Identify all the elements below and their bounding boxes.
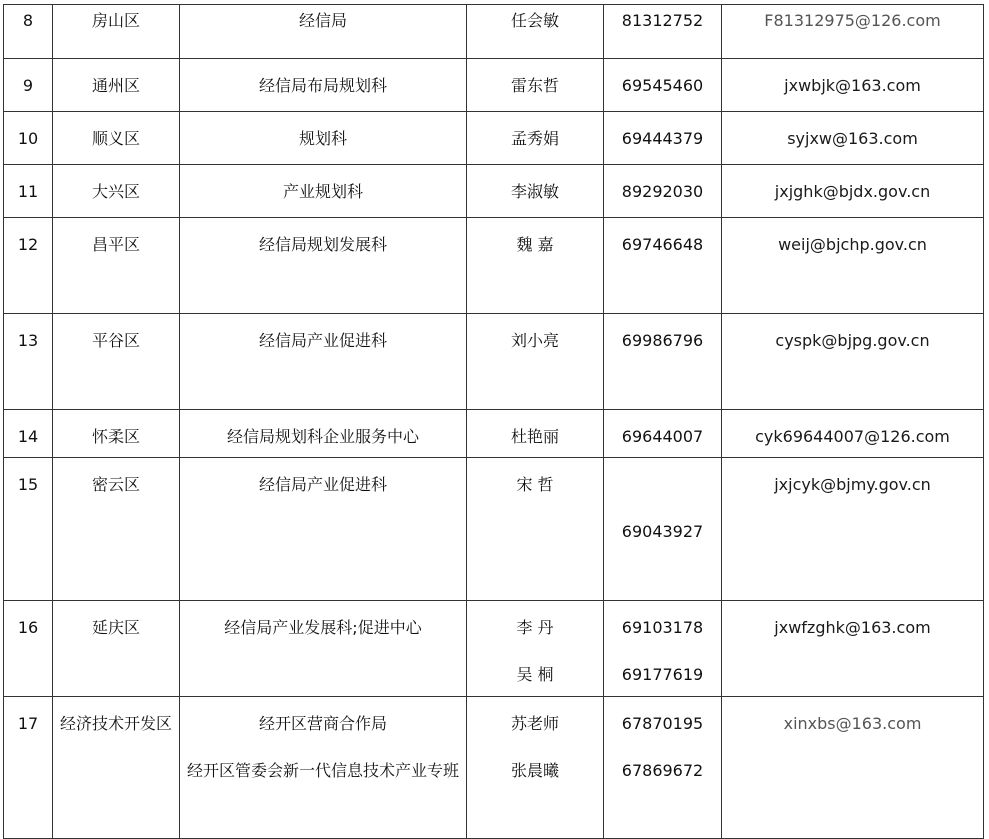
phone-cell-text: 69644007 <box>621 427 704 446</box>
table-row <box>4 458 984 601</box>
department-cell-text: 经信局产业促进科 <box>258 475 387 494</box>
department-cell-text: 经开区管委会新一代信息技术产业专班 <box>186 761 459 780</box>
row-number-cell-text: 10 <box>17 129 39 148</box>
email-cell <box>722 5 984 59</box>
email-cell-text: jxwbjk@163.com <box>784 76 921 95</box>
row-number-cell-text: 9 <box>22 76 34 95</box>
department-cell <box>180 601 467 697</box>
table-row <box>4 5 984 59</box>
phone-cell-text: 69043927 <box>621 522 704 541</box>
row-number-cell-text: 8 <box>22 11 34 30</box>
phone-cell-text: 69986796 <box>621 331 704 350</box>
district-cell-text: 经济技术开发区 <box>59 714 172 733</box>
row-number-cell <box>4 165 53 218</box>
department-cell-text: 经信局产业促进科 <box>258 331 387 350</box>
email-cell <box>722 410 984 458</box>
row-number-cell <box>4 5 53 59</box>
phone-cell <box>604 59 722 112</box>
contact-person-cell-text: 宋 哲 <box>516 475 554 494</box>
phone-cell <box>604 5 722 59</box>
email-cell <box>722 458 984 601</box>
row-number-cell-text: 16 <box>17 618 39 637</box>
row-number-cell <box>4 697 53 839</box>
district-cell-text: 大兴区 <box>91 182 140 201</box>
district-cell-text: 房山区 <box>91 11 140 30</box>
contact-person-cell <box>467 697 604 839</box>
email-cell-text: jxjcyk@bjmy.gov.cn <box>774 475 931 494</box>
district-cell <box>53 410 180 458</box>
contact-person-cell-text: 苏老师 <box>510 714 559 733</box>
email-cell <box>722 601 984 697</box>
department-cell <box>180 59 467 112</box>
phone-cell-text <box>604 475 721 495</box>
contact-person-cell-text: 魏 嘉 <box>516 235 554 254</box>
contact-person-cell <box>467 112 604 165</box>
row-number-cell-text: 12 <box>17 235 39 254</box>
contact-person-cell-text: 孟秀娟 <box>510 129 559 148</box>
phone-cell <box>604 218 722 314</box>
department-cell <box>180 5 467 59</box>
contact-person-cell <box>467 165 604 218</box>
phone-cell-text: 67870195 <box>621 714 704 733</box>
row-number-cell-text: 14 <box>17 427 39 446</box>
district-cell <box>53 5 180 59</box>
department-cell <box>180 410 467 458</box>
contact-person-cell-text: 杜艳丽 <box>510 427 559 446</box>
table-row <box>4 410 984 458</box>
table-row <box>4 601 984 697</box>
contact-person-cell-text: 刘小亮 <box>510 331 559 350</box>
phone-cell <box>604 112 722 165</box>
email-cell <box>722 218 984 314</box>
department-cell-text: 产业规划科 <box>282 182 363 201</box>
email-cell-text: cyk69644007@126.com <box>755 427 950 446</box>
email-cell-text: weij@bjchp.gov.cn <box>778 235 927 254</box>
district-cell-text: 顺义区 <box>91 129 140 148</box>
department-cell <box>180 458 467 601</box>
phone-cell <box>604 458 722 601</box>
department-cell <box>180 112 467 165</box>
phone-cell-text: 69545460 <box>621 76 704 95</box>
district-cell <box>53 458 180 601</box>
department-cell-text: 经信局规划科企业服务中心 <box>226 427 419 446</box>
phone-cell-text: 69177619 <box>621 665 704 684</box>
row-number-cell-text: 13 <box>17 331 39 350</box>
row-number-cell <box>4 410 53 458</box>
table-row <box>4 59 984 112</box>
contact-person-cell <box>467 601 604 697</box>
department-cell-text: 经信局规划发展科 <box>258 235 387 254</box>
row-number-cell-text: 15 <box>17 475 39 494</box>
phone-cell <box>604 165 722 218</box>
phone-cell <box>604 314 722 410</box>
contact-person-cell <box>467 59 604 112</box>
department-cell <box>180 314 467 410</box>
phone-cell-text: 69444379 <box>621 129 704 148</box>
row-number-cell <box>4 601 53 697</box>
district-cell <box>53 165 180 218</box>
district-cell-text: 通州区 <box>91 76 140 95</box>
phone-cell-text: 81312752 <box>621 11 704 30</box>
phone-cell-text: 67869672 <box>621 761 704 780</box>
department-cell-text: 规划科 <box>298 129 347 148</box>
contact-table-body <box>4 5 984 839</box>
phone-cell-text: 89292030 <box>621 182 704 201</box>
row-number-cell <box>4 112 53 165</box>
email-cell-text: F81312975@126.com <box>764 11 941 30</box>
district-cell-text: 延庆区 <box>91 618 140 637</box>
department-cell <box>180 218 467 314</box>
phone-cell <box>604 601 722 697</box>
district-cell-text: 怀柔区 <box>91 427 140 446</box>
contact-person-cell <box>467 458 604 601</box>
contact-table <box>3 4 984 839</box>
department-cell-text: 经信局 <box>298 11 347 30</box>
department-cell-text: 经信局布局规划科 <box>258 76 387 95</box>
email-cell <box>722 697 984 839</box>
district-cell-text: 昌平区 <box>91 235 140 254</box>
email-cell <box>722 59 984 112</box>
district-cell <box>53 218 180 314</box>
district-cell <box>53 601 180 697</box>
department-cell-text: 经信局产业发展科;促进中心 <box>224 618 422 637</box>
phone-cell <box>604 410 722 458</box>
district-cell-text: 密云区 <box>91 475 140 494</box>
department-cell-text: 经开区营商合作局 <box>258 714 387 733</box>
contact-person-cell-text: 吴 桐 <box>516 665 554 684</box>
district-cell <box>53 59 180 112</box>
table-row <box>4 112 984 165</box>
contact-person-cell <box>467 314 604 410</box>
phone-cell-text: 69746648 <box>621 235 704 254</box>
table-row <box>4 165 984 218</box>
row-number-cell <box>4 314 53 410</box>
row-number-cell-text: 11 <box>17 182 39 201</box>
email-cell <box>722 165 984 218</box>
row-number-cell <box>4 218 53 314</box>
contact-person-cell-text: 张晨曦 <box>510 761 559 780</box>
email-cell-text: jxwfzghk@163.com <box>774 618 931 637</box>
table-row <box>4 218 984 314</box>
contact-person-cell-text: 雷东哲 <box>510 76 559 95</box>
email-cell-text: jxjghk@bjdx.gov.cn <box>774 182 931 201</box>
email-cell-text: syjxw@163.com <box>787 129 918 148</box>
contact-person-cell-text: 李 丹 <box>516 618 554 637</box>
department-cell <box>180 165 467 218</box>
email-cell <box>722 112 984 165</box>
contact-person-cell <box>467 5 604 59</box>
email-cell-text: cyspk@bjpg.gov.cn <box>775 331 930 350</box>
district-cell-text: 平谷区 <box>91 331 140 350</box>
district-cell <box>53 314 180 410</box>
contact-person-cell <box>467 218 604 314</box>
district-cell <box>53 697 180 839</box>
contact-person-cell <box>467 410 604 458</box>
table-row <box>4 697 984 839</box>
email-cell-text: xinxbs@163.com <box>783 714 922 733</box>
contact-person-cell-text: 任会敏 <box>510 11 559 30</box>
phone-cell <box>604 697 722 839</box>
contact-person-cell-text: 李淑敏 <box>510 182 559 201</box>
email-cell <box>722 314 984 410</box>
row-number-cell <box>4 458 53 601</box>
district-cell <box>53 112 180 165</box>
row-number-cell <box>4 59 53 112</box>
department-cell <box>180 697 467 839</box>
row-number-cell-text: 17 <box>17 714 39 733</box>
phone-cell-text: 69103178 <box>621 618 704 637</box>
table-row <box>4 314 984 410</box>
